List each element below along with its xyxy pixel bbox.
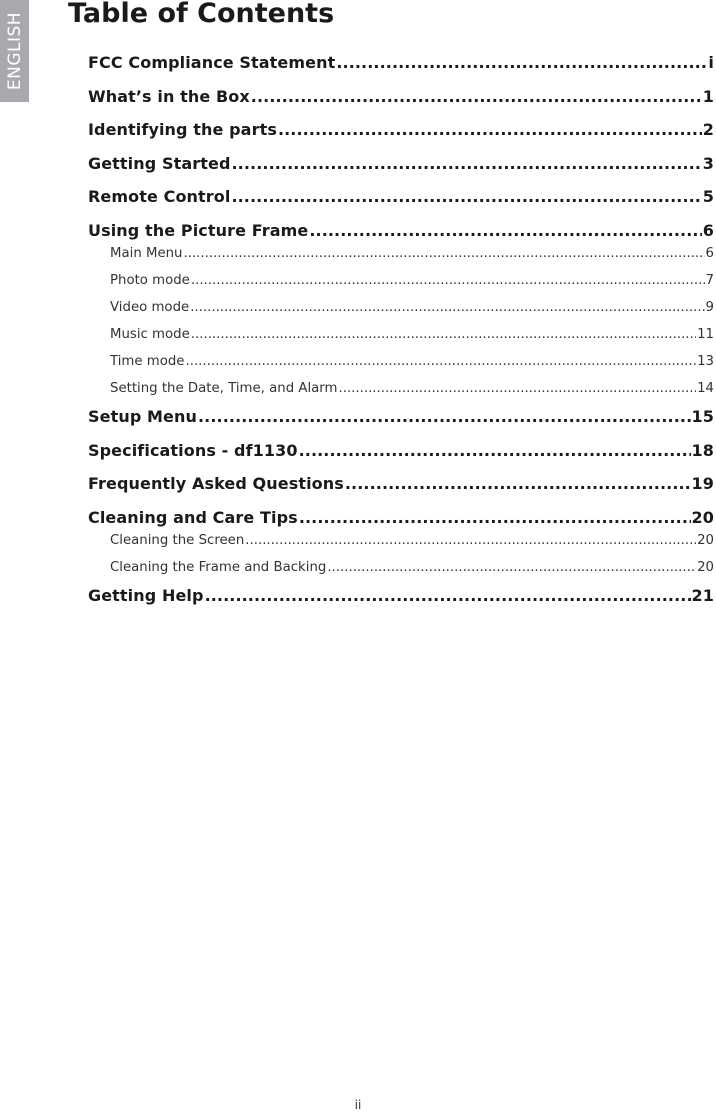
toc-entry[interactable]	[88, 117, 716, 151]
toc-subentry-label: Video mode	[110, 300, 190, 315]
toc-subentry-label: Cleaning the Frame and Backing	[110, 560, 327, 575]
language-tab	[0, 0, 29, 102]
dot-leader	[336, 50, 707, 75]
toc-entry[interactable]	[88, 84, 716, 118]
toc-subentry-label: Photo mode	[110, 273, 190, 288]
dot-leader	[251, 84, 702, 109]
toc-subentry[interactable]	[88, 240, 716, 267]
toc-subentry-page: 14	[697, 381, 714, 396]
toc-entry-label: Frequently Asked Questions	[88, 474, 344, 493]
toc-entry-page: 15	[691, 407, 714, 426]
dot-leader	[191, 267, 705, 294]
toc-entry-page: 3	[702, 153, 714, 173]
toc-entry-page: 2	[702, 120, 714, 139]
toc-subentry-label: Setting the Date, Time, and Alarm	[110, 381, 338, 396]
toc-entry-page: 18	[691, 440, 714, 460]
toc-entry-page: i	[708, 53, 714, 72]
dot-leader	[232, 151, 702, 176]
toc-subentry[interactable]	[88, 527, 716, 554]
toc-entry-page: 1	[702, 86, 714, 106]
toc-subentry[interactable]	[88, 294, 716, 321]
toc-subentry[interactable]	[88, 321, 716, 348]
toc-subentry-label: Music mode	[110, 327, 190, 342]
table-of-contents	[88, 50, 716, 617]
toc-entry-label: Remote Control	[88, 187, 231, 206]
toc-entry-page: 5	[702, 187, 714, 206]
dot-leader	[278, 117, 702, 142]
toc-entry[interactable]	[88, 583, 716, 617]
toc-subentry-page: 9	[705, 300, 714, 315]
toc-entry-label: Getting Started	[88, 153, 231, 173]
toc-subentry-label: Cleaning the Screen	[110, 533, 245, 548]
toc-entry-page: 19	[691, 474, 714, 493]
toc-entry-page: 21	[691, 586, 714, 605]
toc-entry[interactable]	[88, 50, 716, 84]
toc-entry-label: Specifications - df1130	[88, 440, 298, 460]
toc-entry-label: Setup Menu	[88, 407, 197, 426]
dot-leader	[309, 218, 701, 243]
toc-entry[interactable]	[88, 184, 716, 218]
page-title: Table of Contents	[68, 0, 335, 29]
dot-leader	[198, 404, 691, 429]
toc-subentry[interactable]	[88, 554, 716, 581]
toc-entry-label: Getting Help	[88, 586, 204, 605]
toc-subentry-page: 13	[697, 354, 714, 369]
toc-entry-page: 6	[702, 220, 714, 240]
toc-subentry[interactable]	[88, 348, 716, 375]
dot-leader	[190, 294, 704, 321]
page-number: ii	[354, 1098, 362, 1112]
toc-entry-label: FCC Compliance Statement	[88, 53, 336, 72]
toc-entry[interactable]	[88, 438, 716, 472]
toc-entry-label: What’s in the Box	[88, 86, 250, 106]
toc-subentry-page: 20	[697, 560, 714, 575]
dot-leader	[338, 375, 696, 402]
toc-subentry-page: 6	[705, 246, 714, 261]
toc-subentry-page: 20	[697, 533, 714, 548]
language-tab-label: ENGLISH	[4, 11, 25, 91]
dot-leader	[185, 348, 696, 375]
toc-subentry-page: 11	[697, 327, 714, 342]
dot-leader	[345, 471, 691, 496]
dot-leader	[299, 438, 691, 463]
dot-leader	[205, 583, 691, 608]
dot-leader	[299, 505, 691, 530]
dot-leader	[327, 554, 696, 581]
dot-leader	[183, 240, 704, 267]
toc-subentry-page: 7	[705, 273, 714, 288]
dot-leader	[191, 321, 696, 348]
dot-leader	[231, 184, 701, 209]
toc-entry-page: 20	[691, 507, 714, 527]
toc-subentry-label: Time mode	[110, 354, 185, 369]
toc-entry-label: Identifying the parts	[88, 120, 277, 139]
toc-subentry[interactable]	[88, 267, 716, 294]
toc-entry-label: Using the Picture Frame	[88, 220, 309, 240]
toc-entry-label: Cleaning and Care Tips	[88, 507, 298, 527]
toc-entry[interactable]	[88, 151, 716, 185]
toc-subentry-label: Main Menu	[110, 246, 183, 261]
dot-leader	[245, 527, 696, 554]
toc-subentry[interactable]	[88, 375, 716, 402]
toc-entry[interactable]	[88, 404, 716, 438]
toc-entry[interactable]	[88, 471, 716, 505]
